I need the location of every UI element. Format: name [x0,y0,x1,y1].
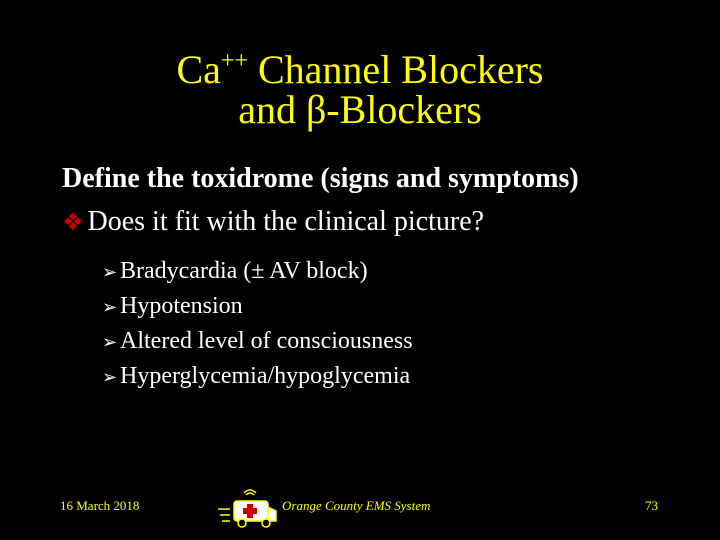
question-item [62,206,484,239]
list-item: ➢ Hypotension [102,289,413,324]
title-line-2: and β-Blockers [238,87,482,132]
footer-organization: Orange County EMS System [282,498,431,513]
symptom-list [102,254,413,394]
question-text: Does it fit with the clinical picture? [87,206,485,237]
ambulance-icon [216,487,282,531]
footer-date: 16 March 2018 [60,498,140,513]
arrow-bullet-icon: ➢ [102,367,118,387]
list-item: ➢ Hyperglycemia/hypoglycemia [102,359,413,394]
arrow-bullet-icon: ➢ [102,262,118,282]
arrow-bullet-icon: ➢ [102,332,118,352]
list-item: ➢ Bradycardia (± AV block) [102,254,413,289]
arrow-bullet-icon: ➢ [102,297,118,317]
list-item: ➢ Altered level of consciousness [102,324,413,359]
title-superscript: ++ [220,48,248,74]
diamond-bullet-icon: ❖ [62,210,84,236]
page-number: 73 [645,498,658,513]
slide-title [0,47,720,132]
section-heading: Define the toxidrome (signs and symptoms) [62,163,579,194]
title-line-1: Ca++ Channel Blockers [176,47,544,92]
